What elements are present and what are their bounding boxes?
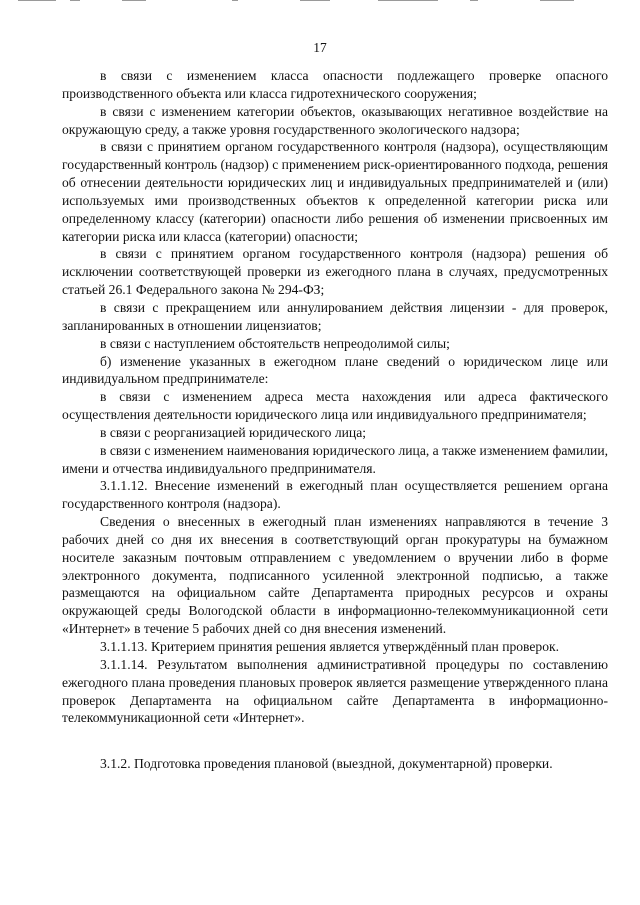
paragraph: в связи с изменением класса опасности подлежащего проверке опасного производственного объекта или класса гидротехнического сооружения; <box>62 68 608 101</box>
paragraph: Сведения о внесенных в ежегодный план изменениях направляются в течение 3 рабочих дней со дня их внесения в соответствующий орган прокуратуры на бумажном носителе заказным почтовым отправлением с уведомлением о вручении либо в форме электронного документа, подписанного усиленной электронной подписью, а также размещаются на официальном сайте Департамента природных ресурсов и охраны окружающей среды Вологодской области в информационно-телекоммуникационной сети «Интернет» в течение 5 рабочих дней со дня внесения изменений. <box>62 514 608 637</box>
paragraph: в связи с изменением наименования юридического лица, а также изменением фамилии, имени и отчества индивидуального предпринимателя. <box>62 442 608 476</box>
paragraph: в связи с принятием органом государственного контроля (надзора) решения об исключении соответствующей проверки из ежегодного плана в случаях, предусмотренных статьей 26.1 Федерального закона № 294-ФЗ; <box>62 246 608 298</box>
paragraph: в связи с прекращением или аннулированием действия лицензии - для проверок, запланированных в отношении лицензиатов; <box>62 299 608 333</box>
paragraph: в связи с принятием органом государственного контроля (надзора), осуществляющим государственный контроль (надзор) с применением риск-ориентированного подхода, решения об отнесении деятельности юридических лиц и индивидуальных предпринимателей и (или) используемых ими производственных объектов к определенной категории риска или определенному классу (категории) опасности либо решения об изменении присвоенных им категории риска или класса (категории) опасности; <box>62 139 608 244</box>
paragraph: 3.1.1.13. Критерием принятия решения является утверждённый план проверок. <box>100 639 560 654</box>
paragraph: в связи с наступлением обстоятельств непреодолимой силы; <box>100 335 450 351</box>
paragraph: 3.1.1.12. Внесение изменений в ежегодный план осуществляется решением органа государственного контроля (надзора). <box>62 478 608 512</box>
scan-edge-artifact <box>0 0 640 3</box>
page-number: 17 <box>313 40 327 55</box>
paragraph: в связи с изменением адреса места нахождения или адреса фактического осуществления деятельности юридического лица или индивидуального предпринимателя; <box>62 389 608 423</box>
paragraph: в связи с изменением категории объектов, оказывающих негативное воздействие на окружающую среду, а также уровня государственного экологического надзора; <box>62 103 608 137</box>
paragraph: б) изменение указанных в ежегодном плане сведений о юридическом лице или индивидуальном предпринимателе: <box>62 353 608 387</box>
section-heading: 3.1.2. Подготовка проведения плановой (выездной, документарной) проверки. <box>100 756 553 772</box>
paragraph: 3.1.1.14. Результатом выполнения административной процедуры по составлению ежегодного плана проведения плановых проверок является размещение утвержденного плана проверок Департамента на официальном сайте Департамента в информационно-телекоммуникационной сети «Интернет». <box>62 656 608 726</box>
paragraph: в связи с реорганизацией юридического лица; <box>100 424 367 440</box>
document-body <box>62 67 608 773</box>
